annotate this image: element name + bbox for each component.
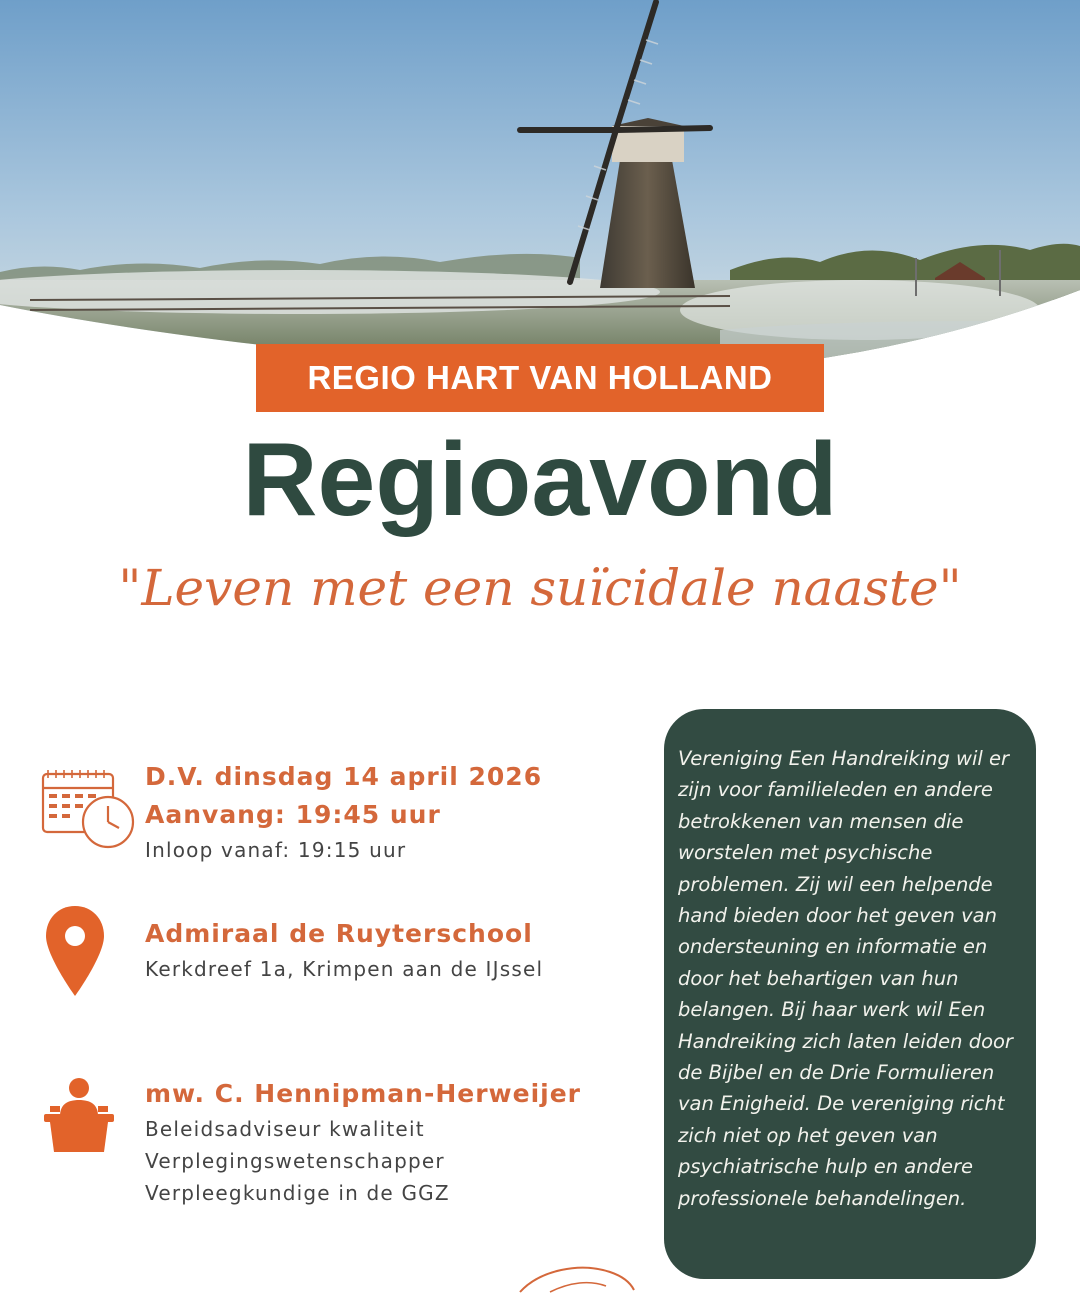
location-pin-icon (44, 904, 106, 998)
event-walk-in-time: Inloop vanaf: 19:15 uur (145, 838, 407, 862)
logo-fragment-icon (510, 1262, 650, 1299)
speaker-role: Beleidsadviseur kwaliteit (145, 1117, 425, 1141)
speaker-info (145, 1075, 581, 1209)
about-text: Vereniging Een Handreiking wil er zijn voor familieleden en andere betrokkenen van mensen die worstelen met psychische problemen. Zij wil een helpende hand bieden door het geven van ondersteuning en informatie en door het behartigen van hun belangen. Bij haar werk wil Een Handreiking zich laten leiden door de Bijbel en de Drie Formulieren van Enigheid. De vereniging richt zich niet op het geven van psychiatrische hulp en andere professionele behandelingen. (678, 747, 1013, 1210)
event-start-time: Aanvang: 19:45 uur (145, 800, 441, 829)
event-date: D.V. dinsdag 14 april 2026 (145, 762, 543, 791)
calendar-clock-icon (40, 766, 140, 850)
location-address: Kerkdreef 1a, Krimpen aan de IJssel (145, 957, 544, 981)
about-card (664, 709, 1036, 1279)
speaker-podium-icon (42, 1076, 116, 1154)
event-location (145, 915, 543, 985)
event-datetime (145, 758, 542, 866)
region-banner-text: REGIO HART VAN HOLLAND (307, 359, 773, 396)
speaker-name: mw. C. Hennipman-Herweijer (145, 1079, 582, 1108)
region-banner (256, 344, 824, 412)
speaker-role: Verpleegkundige in de GGZ (145, 1181, 450, 1205)
event-subtitle: "Leven met een suïcidale naaste" (118, 559, 962, 617)
windmill-photo (0, 0, 1080, 380)
page-title: Regioavond (242, 422, 838, 538)
speaker-role: Verplegingswetenschapper (145, 1149, 445, 1173)
location-name: Admiraal de Ruyterschool (145, 919, 533, 948)
